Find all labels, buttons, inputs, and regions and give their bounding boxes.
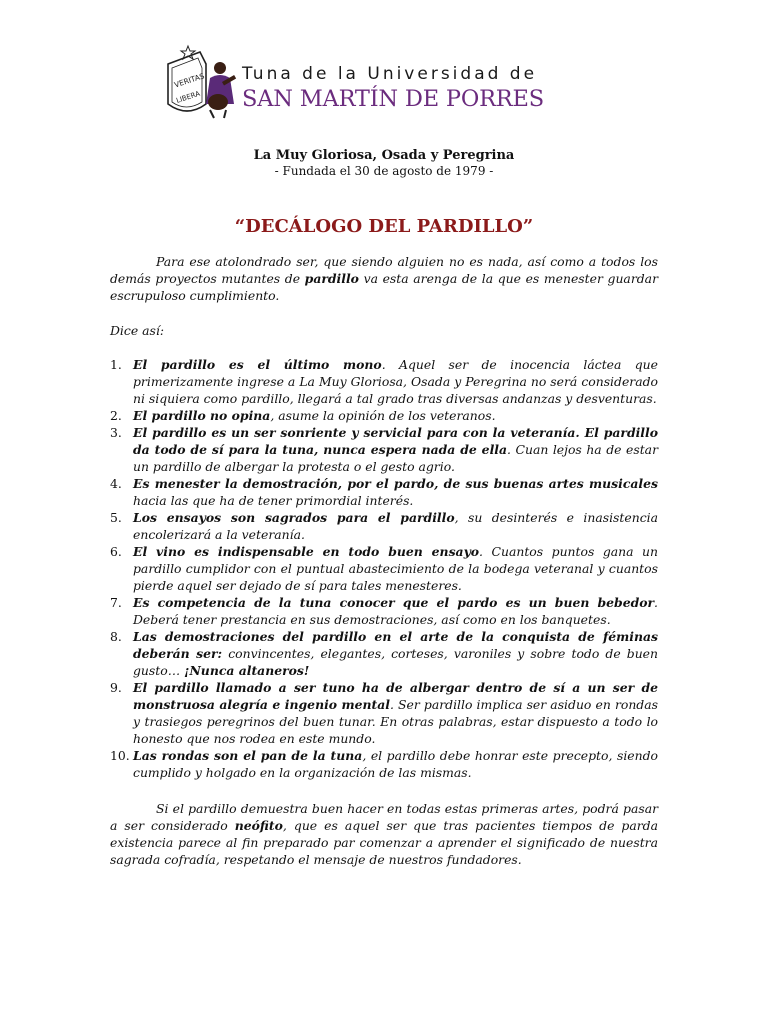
rule-number: 5. [110, 510, 122, 525]
founding-date: - Fundada el 30 de agosto de 1979 - [274, 164, 494, 178]
rule-item [110, 747, 658, 781]
closing-paragraph [110, 800, 658, 868]
rule-item [110, 509, 658, 543]
rule-text: , su desinterés e inasistencia encolerizará a la veteranía. [133, 510, 658, 542]
logo-text-bottom: LIBERA [175, 89, 202, 105]
rule-item [110, 407, 658, 424]
university-name-line2: SAN MARTÍN DE PORRES [242, 86, 544, 112]
intro-text-before: Para ese atolondrado ser, que siendo alguien no es nada, así como a todos los demás proyectos mutantes de [110, 254, 658, 286]
rule-bold: Las demostraciones del pardillo en el arte de la conquista de féminas deberán ser: [133, 629, 658, 661]
rule-text: convincentes, elegantes, corteses, varoniles y sobre todo de buen gusto… [133, 646, 658, 678]
closing-text-before: Si el pardillo demuestra buen hacer en todas estas primeras artes, podrá pasar a ser considerado [110, 801, 658, 833]
rule-bold-end: ¡Nunca altaneros! [184, 663, 310, 678]
logo-text-top: VERITAS [173, 71, 206, 90]
rule-text: , asume la opinión de los veteranos. [270, 408, 496, 423]
rule-item [110, 356, 658, 407]
rule-bold: El pardillo es un ser sonriente y servicial para con la veteranía. El pardillo da todo de sí para la tuna, nunca espera nada de ella [133, 425, 658, 457]
rule-number: 9. [110, 680, 122, 695]
rule-bold: El pardillo llamado a ser tuno ha de albergar dentro de sí a un ser de monstruosa alegría e ingenio mental [133, 680, 658, 712]
rule-item [110, 475, 658, 509]
rule-item [110, 594, 658, 628]
intro-text-bold: pardillo [304, 271, 359, 286]
rule-number: 10. [110, 748, 130, 763]
tuna-motto: La Muy Gloriosa, Osada y Peregrina [253, 148, 515, 163]
rule-bold: Es competencia de la tuna conocer que el pardo es un buen bebedor [133, 595, 655, 610]
intro-paragraph [110, 253, 658, 304]
rule-number: 2. [110, 408, 122, 423]
rule-item [110, 679, 658, 747]
rule-bold: Es menester la demostración, por el pardo, de sus buenas artes musicales [133, 476, 658, 491]
letterhead [160, 42, 580, 122]
rule-number: 8. [110, 629, 122, 644]
rule-text: hacia las que ha de tener primordial interés. [133, 493, 414, 508]
closing-text-after: , que es aquel ser que tras pacientes tiempos de parda existencia parece al fin preparado par comenzar a aprender el significado de nuestra sagrada cofradía, respetando el mensaje de nuestros fundadores. [110, 818, 658, 867]
dice-asi-line: Dice así: [110, 323, 164, 338]
rule-item [110, 543, 658, 594]
rule-bold: Las rondas son el pan de la tuna [133, 748, 363, 763]
rule-bold: El pardillo no opina [133, 408, 271, 423]
rule-text: . Cuan lejos ha de estar un pardillo de albergar la protesta o el gesto agrio. [133, 442, 658, 474]
rule-number: 4. [110, 476, 122, 491]
rule-text: . Ser pardillo implica ser asiduo en rondas y trasiegos peregrinos del buen tunar. En otras palabras, estar dispuesto a todo lo honesto que nos rodea en este mundo. [133, 697, 658, 746]
rule-item [110, 424, 658, 475]
rule-number: 7. [110, 595, 122, 610]
rule-number: 3. [110, 425, 122, 440]
intro-text-after: va esta arenga de la que es menester guardar escrupuloso cumplimiento. [110, 271, 658, 303]
rule-bold: El vino es indispensable en todo buen ensayo [133, 544, 480, 559]
decalogo-list [110, 356, 658, 781]
rule-number: 6. [110, 544, 122, 559]
rule-bold: Los ensayos son sagrados para el pardillo [133, 510, 455, 525]
rule-item [110, 628, 658, 679]
closing-text-bold: neófito [234, 818, 283, 833]
rule-text: . Deberá tener prestancia en sus demostraciones, así como en los banquetes. [133, 595, 658, 627]
university-name-line1: Tuna de la Universidad de [242, 64, 538, 84]
rule-text: . Aquel ser de inocencia láctea que primerizamente ingrese a La Muy Gloriosa, Osada y Peregrina no será considerado ni siquiera como pardillo, llegará a tal grado tras diversas andanzas y desventuras. [133, 357, 658, 406]
university-crest-logo [162, 44, 240, 120]
rule-text: . Cuantos puntos gana un pardillo cumplidor con el puntual abastecimiento de la bodega veteranal y cuantos pierde aquel ser dejado de sí para tales menesteres. [133, 544, 659, 593]
rule-text: , el pardillo debe honrar este precepto, siendo cumplido y holgado en la organización de las mismas. [133, 748, 658, 780]
document-title: “DECÁLOGO DEL PARDILLO” [234, 216, 534, 237]
rule-bold: El pardillo es el último mono [133, 357, 382, 372]
rule-number: 1. [110, 357, 122, 372]
